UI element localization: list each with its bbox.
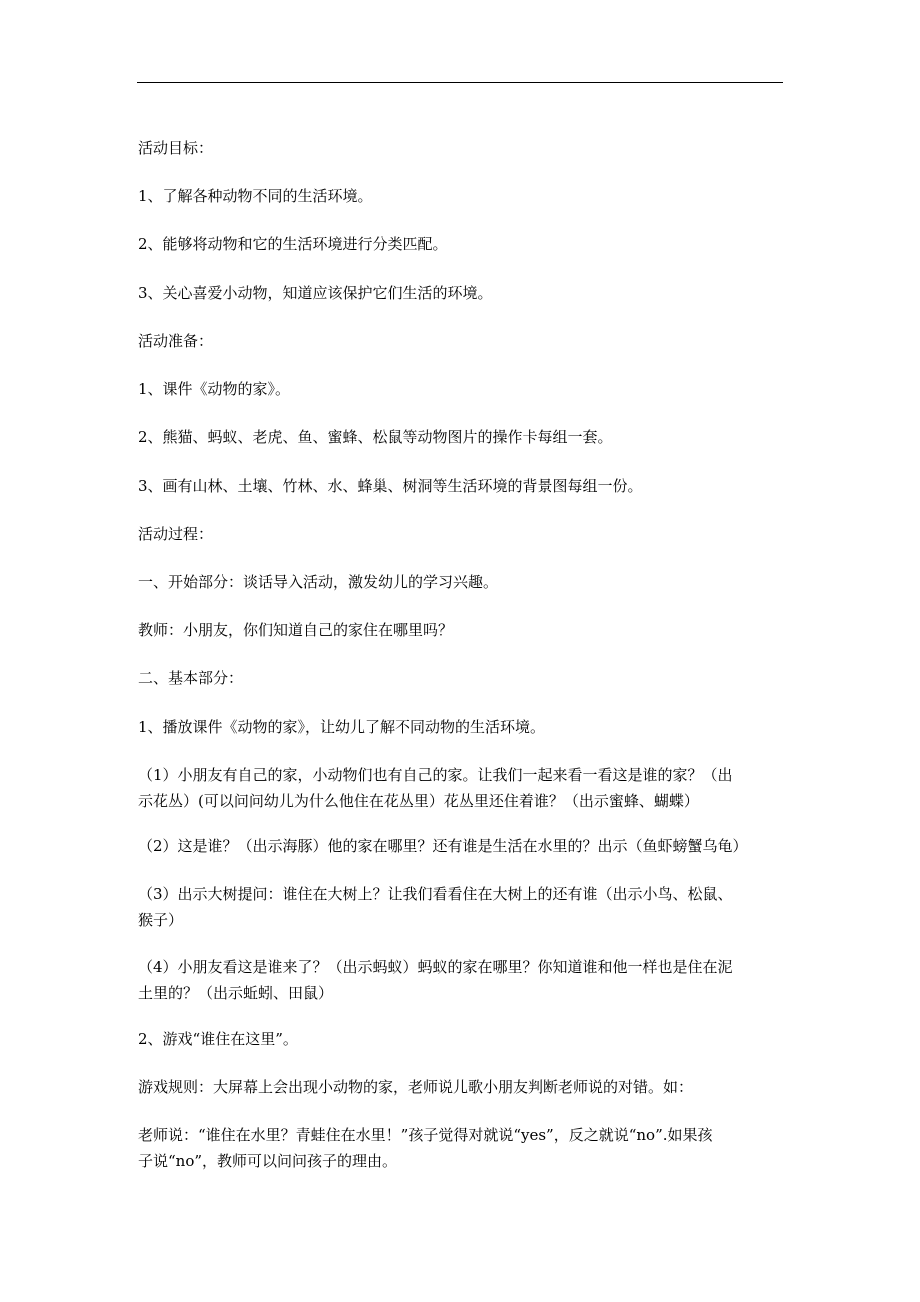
process-step-2: 2、游戏“谁住在这里”。 [138, 1030, 298, 1048]
preparation-item-3: 3、画有山林、土壤、竹林、水、蜂巢、树洞等生活环境的背景图每组一份。 [138, 477, 643, 495]
step-1-sub-1-line-2: 示花丛）(可以问问幼儿为什么他住在花丛里）花丛里还住着谁？（出示蜜蜂、蝴蝶） [138, 792, 699, 810]
section-heading-preparation: 活动准备： [138, 332, 214, 350]
goal-item-2: 2、能够将动物和它的生活环境进行分类匹配。 [138, 235, 448, 253]
header-rule [137, 82, 783, 83]
step-1-sub-4-line-1: （4）小朋友看这是谁来了？（出示蚂蚁）蚂蚁的家在哪里？你知道谁和他一样也是住在泥 [138, 958, 733, 976]
process-step-1: 1、播放课件《动物的家》，让幼儿了解不同动物的生活环境。 [138, 718, 546, 736]
step-1-sub-2: （2）这是谁？（出示海豚）他的家在哪里？还有谁是生活在水里的？出示（鱼虾螃蟹乌龟） [138, 837, 748, 855]
teacher-question: 教师：小朋友，你们知道自己的家住在哪里吗？ [138, 621, 454, 639]
step-1-sub-4-line-2: 土里的？（出示蚯蚓、田鼠） [138, 984, 334, 1002]
step-1-sub-3-line-1: （3）出示大树提问：谁住在大树上？让我们看看住在大树上的还有谁（出示小鸟、松鼠、 [138, 885, 733, 903]
process-part-two: 二、基本部分： [138, 669, 244, 687]
process-part-one: 一、开始部分：谈话导入活动，激发幼儿的学习兴趣。 [138, 573, 499, 591]
step-1-sub-1-line-1: （1）小朋友有自己的家，小动物们也有自己的家。让我们一起来看一看这是谁的家？（出 [138, 766, 733, 784]
goal-item-1: 1、了解各种动物不同的生活环境。 [138, 187, 373, 205]
game-example-line-1: 老师说：“谁住在水里？青蛙住在水里！”孩子觉得对就说“yes”，反之就说“no”.如果孩 [138, 1126, 713, 1144]
game-example-line-2: 子说“no”，教师可以问问孩子的理由。 [138, 1152, 398, 1170]
section-heading-goals: 活动目标： [138, 139, 214, 157]
section-heading-process: 活动过程： [138, 525, 214, 543]
preparation-item-2: 2、熊猫、蚂蚁、老虎、鱼、蜜蜂、松鼠等动物图片的操作卡每组一套。 [138, 428, 613, 446]
step-1-sub-3-line-2: 猴子） [138, 911, 184, 929]
preparation-item-1: 1、课件《动物的家》。 [138, 380, 291, 398]
goal-item-3: 3、关心喜爱小动物，知道应该保护它们生活的环境。 [138, 284, 493, 302]
game-rules: 游戏规则：大屏幕上会出现小动物的家，老师说儿歌小朋友判断老师说的对错。如： [138, 1078, 694, 1096]
